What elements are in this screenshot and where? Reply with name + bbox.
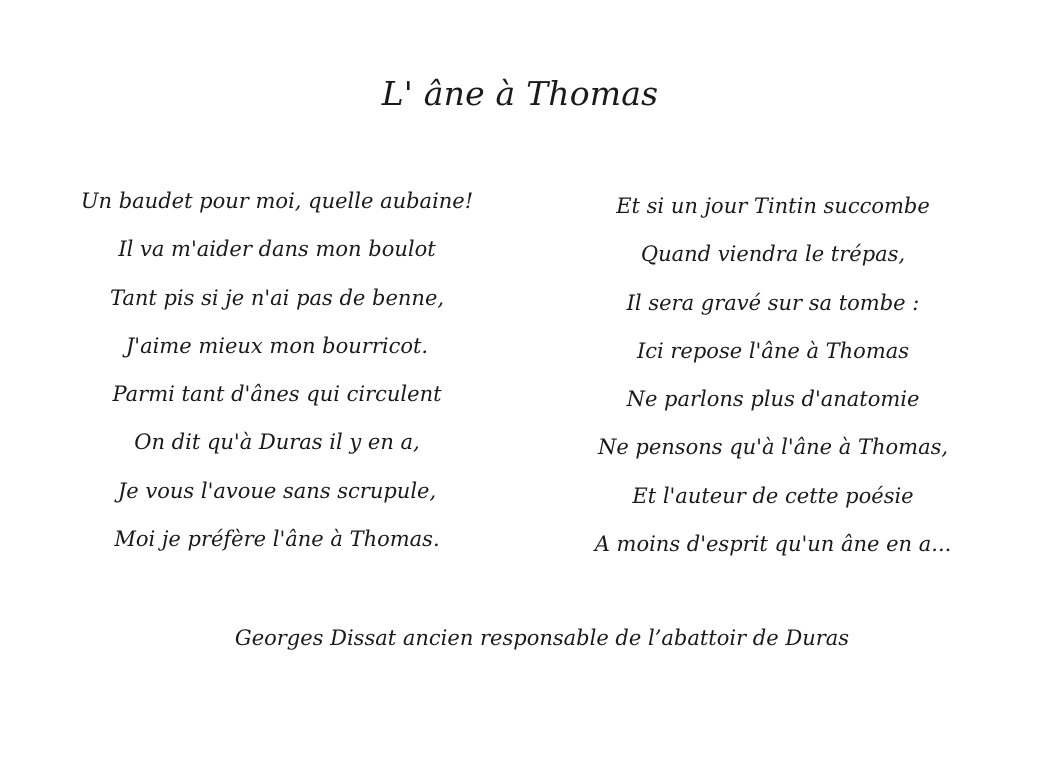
verse-line: Parmi tant d'ânes qui circulent [112,382,442,407]
verse-line: J'aime mieux mon bourricot. [125,333,429,358]
verse-line: Ici repose l'âne à Thomas [636,338,910,363]
verse-line: Moi je préfère l'âne à Thomas. [114,527,440,552]
verse-line: Quand viendra le trépas, [640,242,906,267]
left-stanza [42,186,512,572]
verse-line: Ne pensons qu'à l'âne à Thomas, [597,435,949,460]
verse-line: Un baudet pour moi, quelle aubaine! [80,189,474,213]
poem-title: L' âne à Thomas [381,74,659,113]
verse-line: Il sera gravé sur sa tombe : [626,290,920,315]
right-stanza [538,191,1008,577]
verse-line: Et l'auteur de cette poésie [632,483,914,508]
author-signature: Georges Dissat ancien responsable de l’abattoir de Duras [234,626,850,650]
verse-line: Il va m'aider dans mon boulot [118,237,436,262]
verse-line: Ne parlons plus d'anatomie [626,387,920,412]
verse-line: Et si un jour Tintin succombe [616,194,930,218]
verse-line: On dit qu'à Duras il y en a, [134,430,420,455]
verse-line: Je vous l'avoue sans scrupule, [117,478,437,503]
verse-line: Tant pis si je n'ai pas de benne, [109,285,445,310]
verse-line: A moins d'esprit qu'un âne en a... [594,532,952,557]
